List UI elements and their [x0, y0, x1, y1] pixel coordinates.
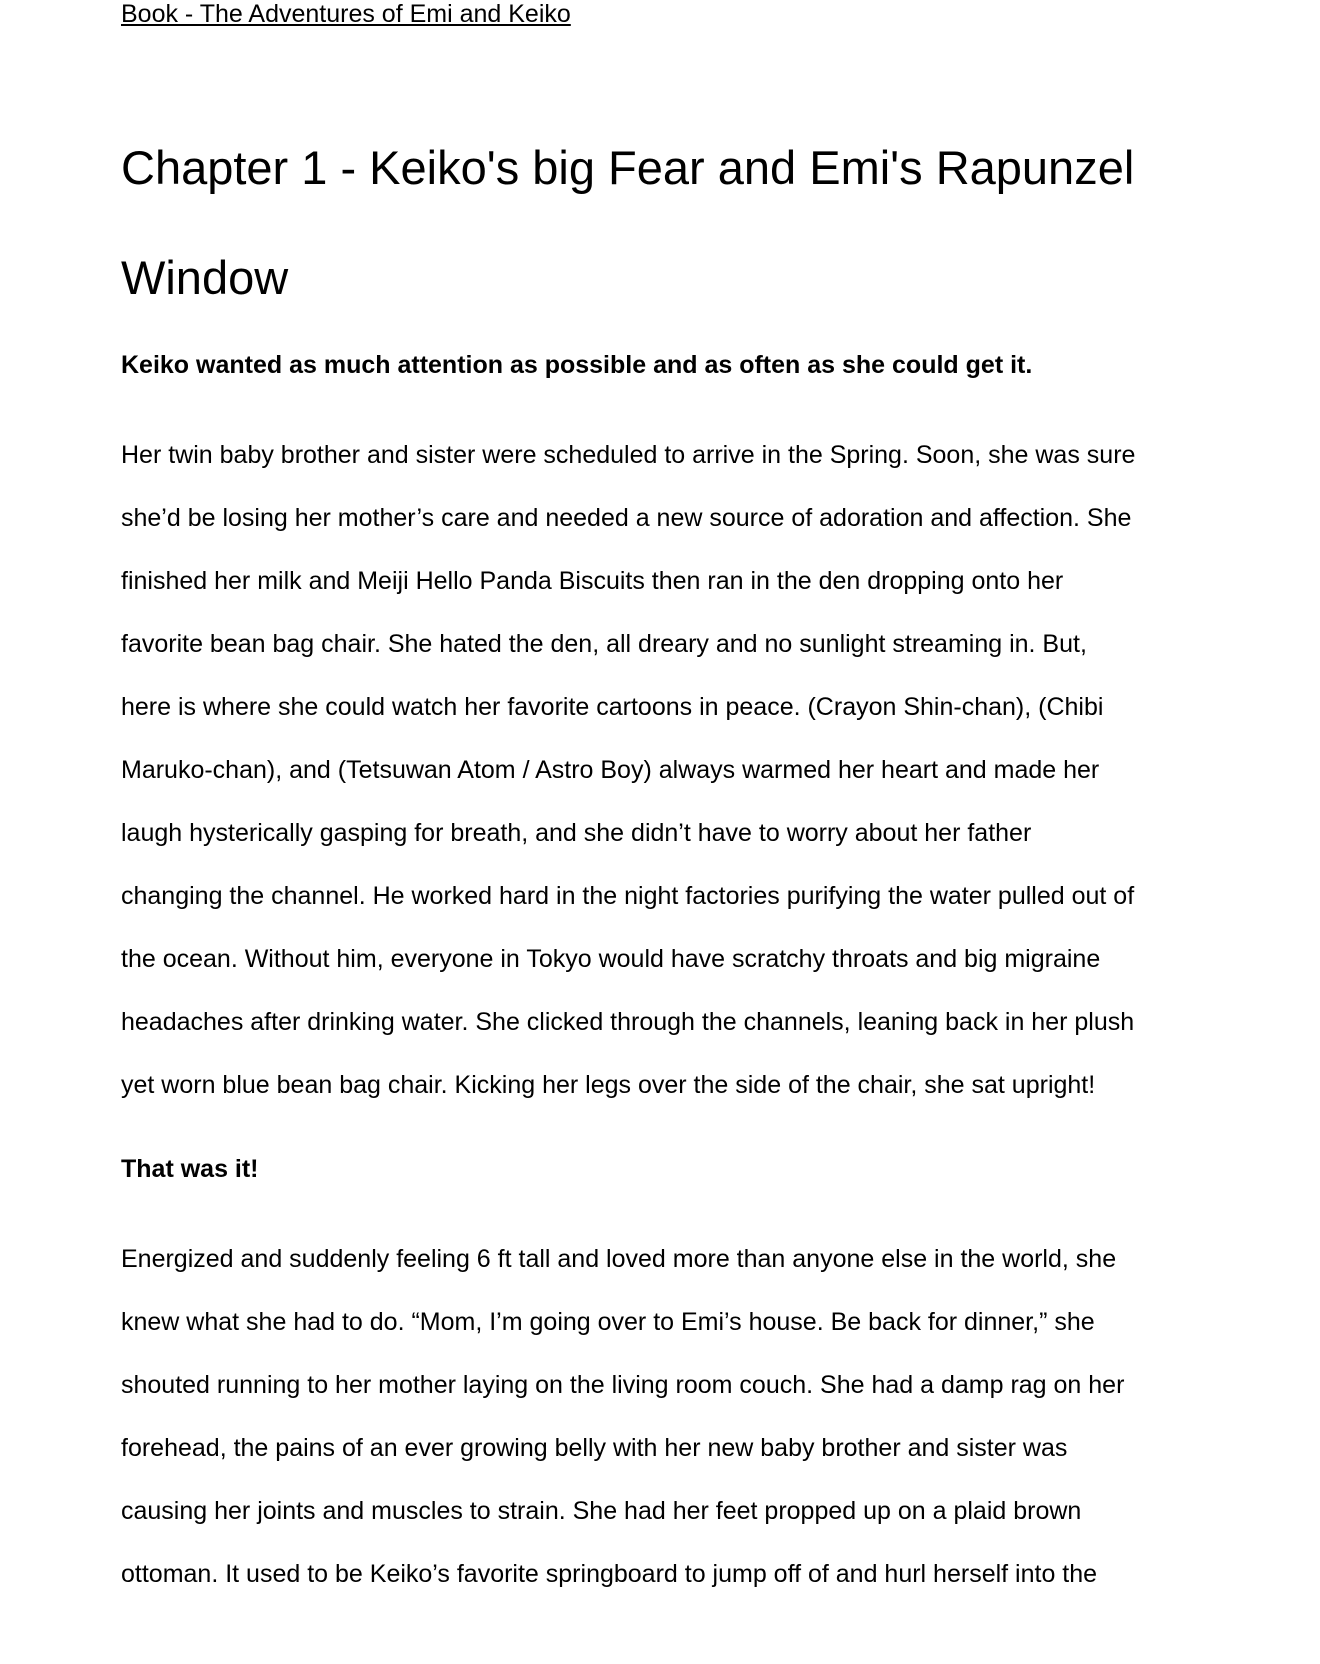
intro-bold-sentence: Keiko wanted as much attention as possible and as often as she could get it. [121, 351, 1033, 379]
that-was-it-line: That was it! [121, 1155, 259, 1183]
paragraph-line: yet worn blue bean bag chair. Kicking her legs over the side of the chair, she sat upright! [121, 1071, 1096, 1099]
paragraph-line: knew what she had to do. “Mom, I’m going over to Emi’s house. Be back for dinner,” she [121, 1308, 1095, 1336]
paragraph-line: she’d be losing her mother’s care and needed a new source of adoration and affection. She [121, 504, 1132, 532]
chapter-title: Chapter 1 - Keiko's big Fear and Emi's Rapunzel Window [121, 141, 1135, 304]
paragraph-line: changing the channel. He worked hard in the night factories purifying the water pulled out of [121, 882, 1135, 910]
paragraph-line: shouted running to her mother laying on the living room couch. She had a damp rag on her [121, 1371, 1125, 1399]
paragraph-line: ottoman. It used to be Keiko’s favorite springboard to jump off of and hurl herself into the [121, 1560, 1098, 1588]
paragraph-line: headaches after drinking water. She clicked through the channels, leaning back in her plush [121, 1008, 1135, 1036]
paragraph-line: here is where she could watch her favorite cartoons in peace. (Crayon Shin-chan), (Chibi [121, 693, 1104, 721]
paragraph-line: finished her milk and Meiji Hello Panda Biscuits then ran in the den dropping onto her [121, 567, 1064, 595]
paragraph-1 [121, 424, 1135, 1117]
paragraph-line: favorite bean bag chair. She hated the den, all dreary and no sunlight streaming in. But, [121, 630, 1087, 658]
paragraph-line: the ocean. Without him, everyone in Tokyo would have scratchy throats and big migraine [121, 945, 1101, 973]
paragraph-line: Her twin baby brother and sister were scheduled to arrive in the Spring. Soon, she was sure [121, 441, 1136, 469]
paragraph-2 [121, 1228, 1124, 1606]
paragraph-line: causing her joints and muscles to strain. She had her feet propped up on a plaid brown [121, 1497, 1082, 1525]
paragraph-line: Maruko-chan), and (Tetsuwan Atom / Astro Boy) always warmed her heart and made her [121, 756, 1100, 784]
document-header[interactable]: Book - The Adventures of Emi and Keiko [121, 0, 571, 28]
paragraph-line: laugh hysterically gasping for breath, and she didn’t have to worry about her father [121, 819, 1032, 847]
paragraph-line: Energized and suddenly feeling 6 ft tall and loved more than anyone else in the world, she [121, 1245, 1117, 1273]
paragraph-line: forehead, the pains of an ever growing belly with her new baby brother and sister was [121, 1434, 1068, 1462]
